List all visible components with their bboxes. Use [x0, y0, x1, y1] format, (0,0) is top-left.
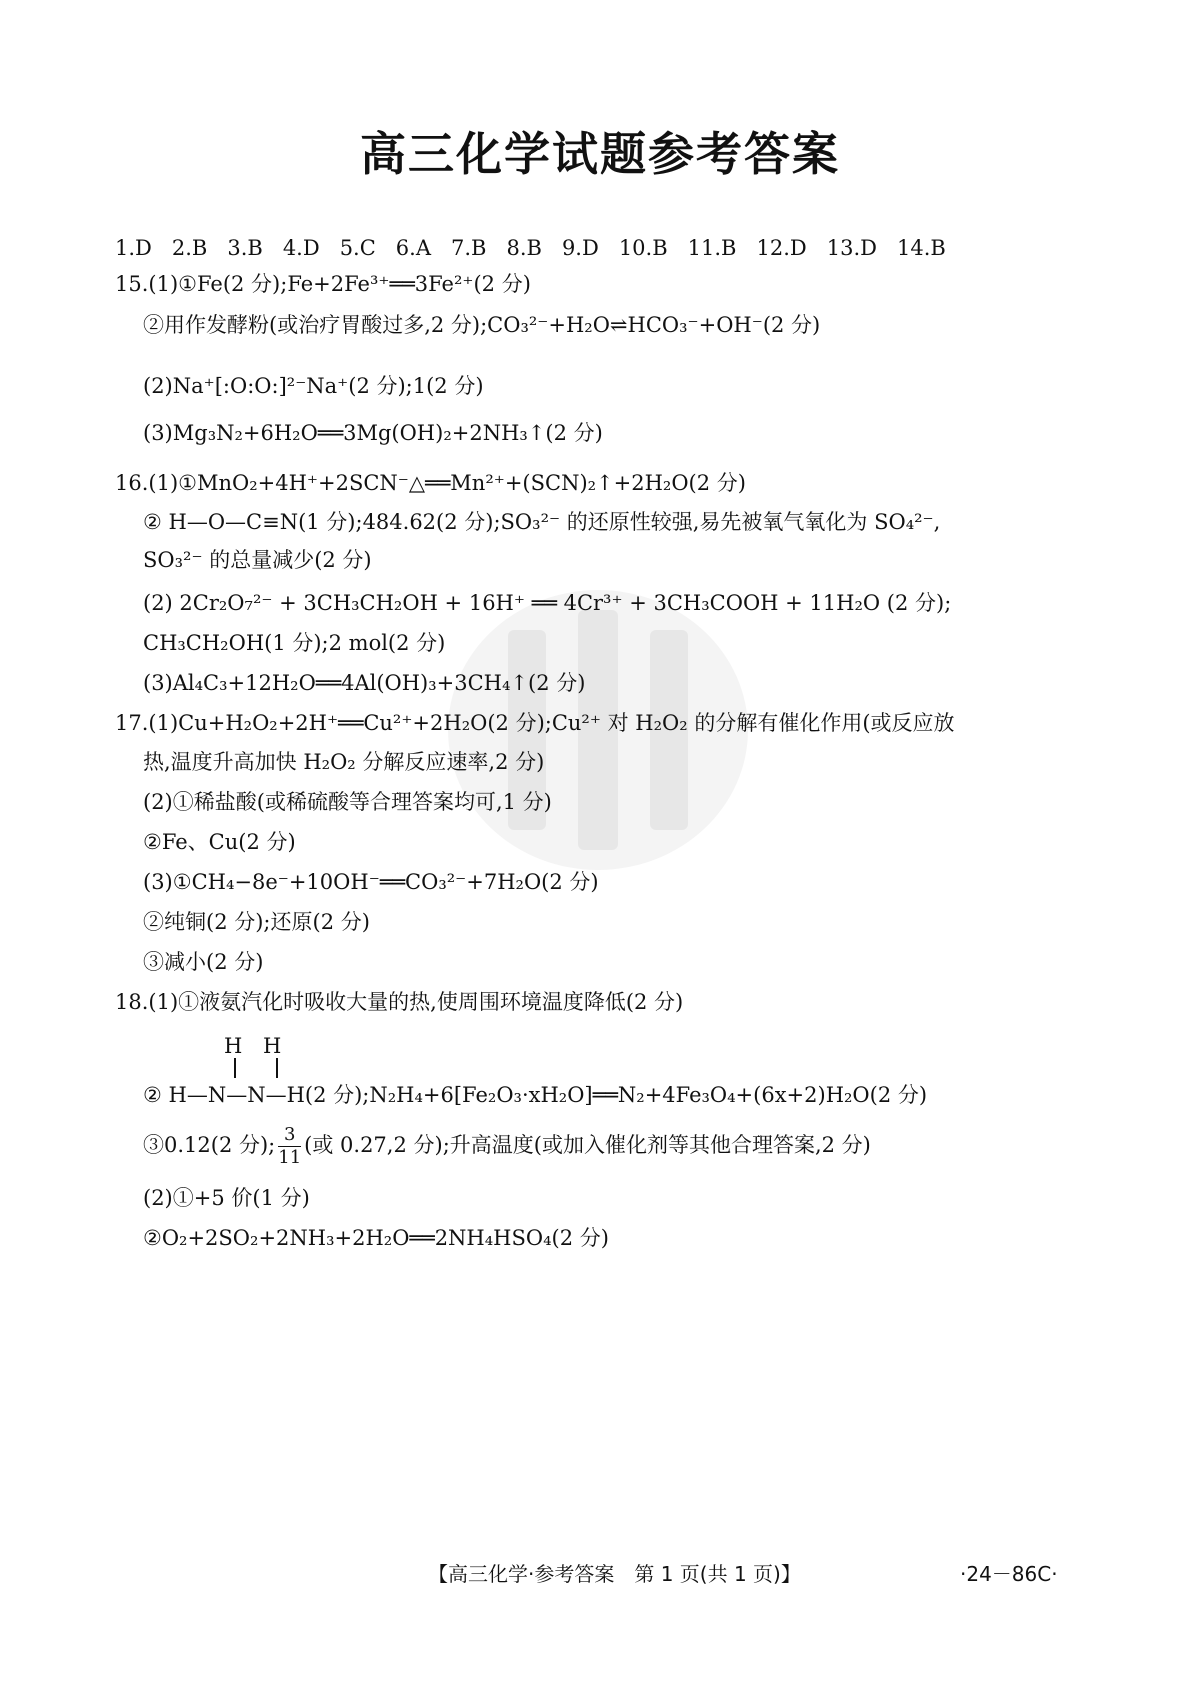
- mc-answer-8: 8.B: [506, 236, 542, 260]
- q15-line-4: (3)Mg₃N₂+6H₂O══3Mg(OH)₂+2NH₃↑(2 分): [143, 421, 603, 445]
- q18-line-3-suffix: (或 0.27,2 分);升高温度(或加入催化剂等其他合理答案,2 分): [304, 1133, 871, 1157]
- mc-answer-13: 13.D: [826, 236, 877, 260]
- fraction-denominator: 11: [278, 1147, 302, 1168]
- mc-answer-2: 2.B: [171, 236, 208, 260]
- q18-line-1: 18.(1)①液氨汽化时吸收大量的热,使周围环境温度降低(2 分): [115, 990, 684, 1014]
- q18-line-4: (2)①+5 价(1 分): [143, 1186, 310, 1210]
- q16-line-6: (3)Al₄C₃+12H₂O══4Al(OH)₃+3CH₄↑(2 分): [143, 671, 586, 695]
- q18-line-3-prefix: ③0.12(2 分);: [143, 1133, 276, 1157]
- n-h-bond-right: [276, 1058, 278, 1078]
- mc-answer-11: 11.B: [687, 236, 737, 260]
- q16-line-3: SO₃²⁻ 的总量减少(2 分): [143, 548, 372, 572]
- q17-line-1: 17.(1)Cu+H₂O₂+2H⁺══Cu²⁺+2H₂O(2 分);Cu²⁺ 对 H₂O₂ 的分解有催化作用(或反应放: [115, 711, 955, 735]
- q17-line-4: ②Fe、Cu(2 分): [143, 830, 296, 854]
- mc-answer-12: 12.D: [756, 236, 807, 260]
- q17-line-7: ③减小(2 分): [143, 950, 264, 974]
- footer-page-label: 【高三化学·参考答案 第 1 页(共 1 页)】: [428, 1562, 801, 1586]
- mc-answer-6: 6.A: [395, 236, 431, 260]
- n-h-bond-left: [234, 1058, 236, 1078]
- q16-line-1: 16.(1)①MnO₂+4H⁺+2SCN⁻△══Mn²⁺+(SCN)₂↑+2H₂O(2 分): [115, 471, 746, 495]
- mc-answer-row: [115, 234, 966, 262]
- mc-answer-10: 10.B: [618, 236, 668, 260]
- q17-line-6: ②纯铜(2 分);还原(2 分): [143, 910, 370, 934]
- q17-line-3: (2)①稀盐酸(或稀硫酸等合理答案均可,1 分): [143, 790, 552, 814]
- q16-line-5: CH₃CH₂OH(1 分);2 mol(2 分): [143, 631, 446, 655]
- q16-line-2: ② H—O—C≡N(1 分);484.62(2 分);SO₃²⁻ 的还原性较强,易先被氧气氧化为 SO₄²⁻,: [143, 510, 941, 534]
- mc-answer-1: 1.D: [115, 236, 152, 260]
- mc-answer-9: 9.D: [561, 236, 599, 260]
- page-title: 高三化学试题参考答案: [360, 127, 840, 181]
- q18-line-5: ②O₂+2SO₂+2NH₃+2H₂O══2NH₄HSO₄(2 分): [143, 1226, 609, 1250]
- q15-line-2: ②用作发酵粉(或治疗胃酸过多,2 分);CO₃²⁻+H₂O⇌HCO₃⁻+OH⁻(2 分): [143, 313, 821, 337]
- fraction-numerator: 3: [278, 1124, 301, 1147]
- mc-answer-5: 5.C: [339, 236, 376, 260]
- q15-line-3: (2)Na⁺[:O:O:]²⁻Na⁺(2 分);1(2 分): [143, 374, 484, 398]
- mc-answer-3: 3.B: [227, 236, 263, 260]
- mc-answer-4: 4.D: [282, 236, 320, 260]
- q16-line-4: (2) 2Cr₂O₇²⁻ + 3CH₃CH₂OH + 16H⁺ ══ 4Cr³⁺ + 3CH₃COOH + 11H₂O (2 分);: [143, 591, 952, 615]
- q15-line-1: 15.(1)①Fe(2 分);Fe+2Fe³⁺══3Fe²⁺(2 分): [115, 272, 531, 296]
- q17-line-2: 热,温度升高加快 H₂O₂ 分解反应速率,2 分): [143, 750, 545, 774]
- q18-line-3: [143, 1124, 871, 1169]
- fraction-3-11: [278, 1124, 301, 1169]
- mc-answer-14: 14.B: [896, 236, 946, 260]
- q17-line-5: (3)①CH₄−8e⁻+10OH⁻══CO₃²⁻+7H₂O(2 分): [143, 870, 599, 894]
- hydrazine-h-atoms: H H: [224, 1034, 282, 1058]
- mc-answer-7: 7.B: [451, 236, 487, 260]
- q18-line-2: ② H—N—N—H(2 分);N₂H₄+6[Fe₂O₃·xH₂O]══N₂+4Fe₃O₄+(6x+2)H₂O(2 分): [143, 1083, 928, 1107]
- footer-code: ·24－86C·: [960, 1562, 1058, 1586]
